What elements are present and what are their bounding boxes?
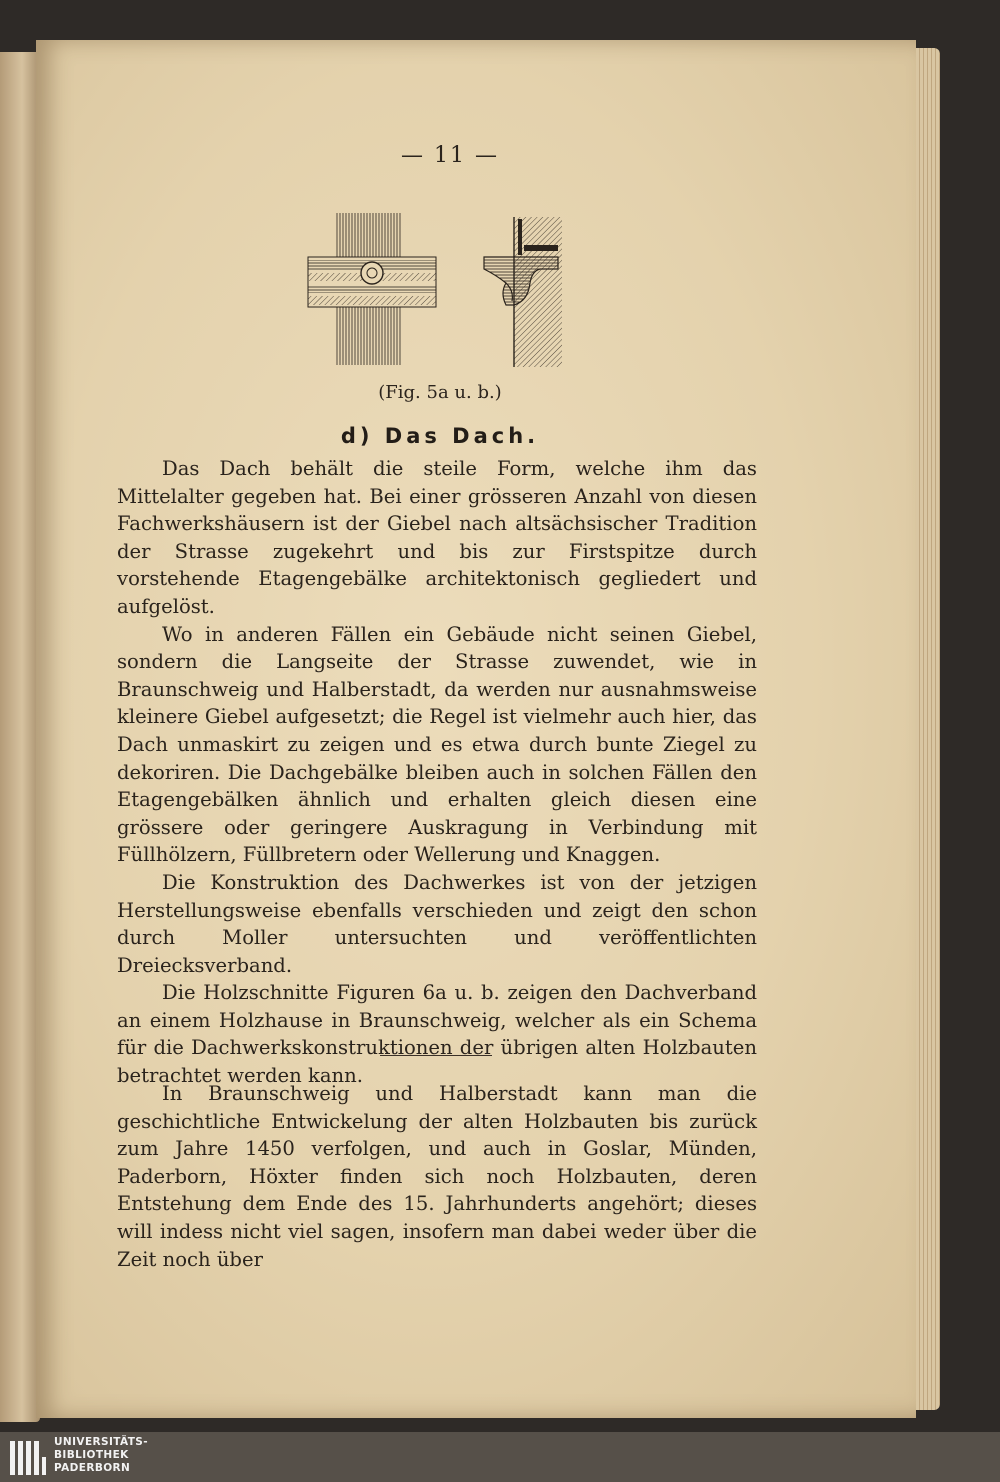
logo-line: UNIVERSITÄTS- (54, 1436, 149, 1448)
library-logo-text (54, 1436, 148, 1475)
library-logo-icon (8, 1437, 48, 1477)
logo-line: PADERBORN (54, 1462, 131, 1474)
logo-line: BIBLIOTHEK (54, 1449, 129, 1461)
section-divider (380, 1055, 492, 1056)
paragraph: Die Holzschnitte Figuren 6a u. b. zeigen den Dachverband an einem Holzhause in Braunschweig, welcher als ein Schema für die Dachwerkskonstruktionen der übrigen alten Holzbauten betrachtet werden kann. (117, 981, 757, 1088)
figure-caption: (Fig. 5a u. b.) (378, 382, 502, 403)
figure-5-woodcut (300, 205, 580, 370)
page-number: — 11 — (401, 143, 499, 168)
body-text (117, 455, 757, 1090)
section-heading: d) Das Dach. (340, 424, 540, 448)
paragraph: Wo in anderen Fällen ein Gebäude nicht seinen Giebel, sondern die Langseite der Strasse zuwendet, wie in Braunschweig und Halberstadt, da werden nur ausnahmsweise kleinere Giebel aufgesetzt; die Regel ist vielmehr auch hier, das Dach unmaskirt zu zeigen und es etwa durch bunte Ziegel zu dekoriren. Die Dachgebälke bleiben auch in solchen Fällen den Etagengebälken ähnlich und erhalten gleich diesen eine grössere oder geringere Auskragung in Verbindung mit Füllhölzern, Füllbretern oder Wellerung und Knaggen. (117, 622, 757, 867)
page-stack-edge (912, 48, 940, 1410)
body-text-continued (117, 1080, 757, 1273)
paragraph: Das Dach behält die steile Form, welche ihm das Mittelalter gegeben hat. Bei einer grösseren Anzahl von diesen Fachwerkshäusern ist der Giebel nach altsächsischer Tradition der Strasse zugekehrt und bis zur Firstspitze durch vorstehende Etagengebälke architektonisch gegliedert und aufgelöst. (117, 457, 757, 618)
paragraph: In Braunschweig und Halberstadt kann man die geschichtliche Entwickelung der alten Holzbauten bis zurück zum Jahre 1450 verfolgen, und auch in Goslar, Münden, Paderborn, Höxter finden sich noch Holzbauten, deren Entstehung dem Ende des 15. Jahrhunderts angehört; dieses will indess nicht viel sagen, insofern man dabei weder über die Zeit noch über (117, 1082, 757, 1271)
library-footer-bar (0, 1432, 1000, 1482)
left-page-edge (0, 52, 40, 1422)
figure-5a (308, 213, 436, 365)
paragraph: Die Konstruktion des Dachwerkes ist von der jetzigen Herstellungsweise ebenfalls verschieden und zeigt den schon durch Moller untersuchten und veröffentlichten Dreiecksverband. (117, 870, 757, 977)
figure-5b (484, 217, 562, 367)
